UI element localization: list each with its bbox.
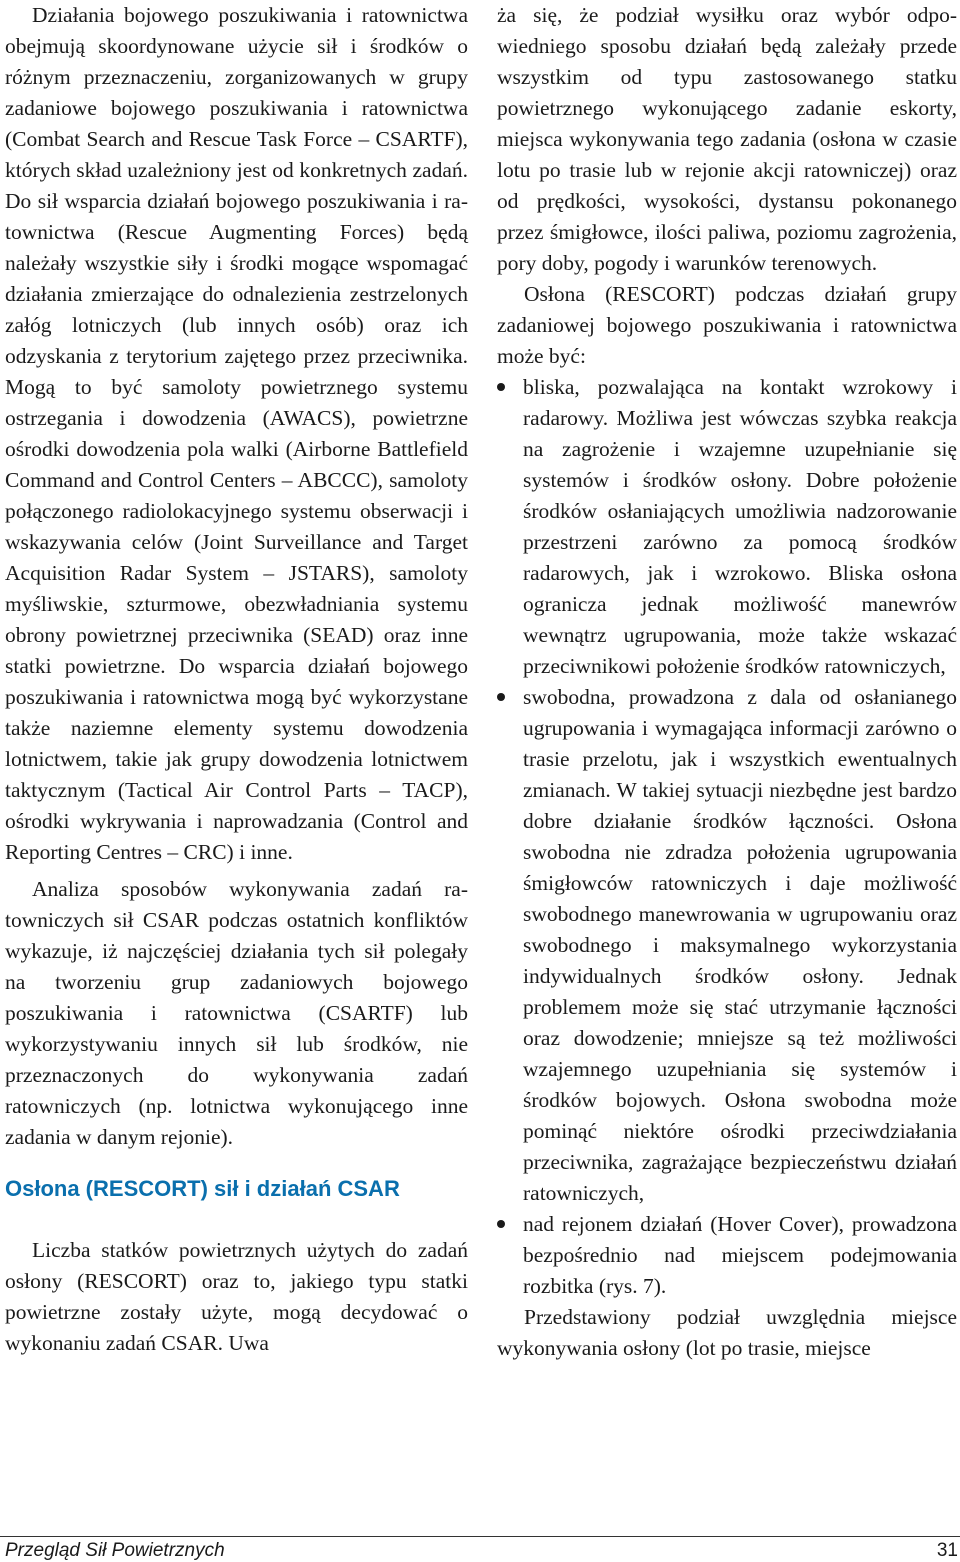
page-footer: [0, 1536, 960, 1562]
bullet-icon: [497, 1220, 505, 1228]
bullet-icon: [497, 693, 505, 701]
list-item: [497, 1209, 957, 1302]
paragraph-continuation: ża się, że podział wysiłku oraz wybór odpowiedniego sposobu działań będą zależały przede wszystkim od typu zastosowanego statku powietrznego wykonującego zadanie eskorty, miejsca wykonywania tego zadania (osłona w czasie lotu po trasie lub w rejonie akcji ratowniczej) oraz od prędkości, wysokości, dystansu pokonanego przez śmigłowce, ilości paliwa, poziomu zagrożenia, pory doby, pogody i warunków terenowych.: [497, 3, 957, 275]
list-item-text: nad rejonem działań (Hover Cover), prowadzona bezpośrednio nad miejscem podejmowania rozbitka (rys. 7).: [523, 1212, 957, 1298]
list-item-text: swobodna, prowadzona z dala od osłanianego ugrupowania i wymagająca informacji zarówno o trasie przelotu, jak i wszystkich ewentualnych zmianach. W takiej sytuacji niezbędne jest bardzo dobre działanie środków łączności. Osłona swobodna nie zdradza położenia ugrupowania śmigłowców ratowniczych i daje możliwość swobodnego manewrowania w ugrupowaniu oraz swobodnego i maksymalnego wykorzystania indywidualnych środków osłony. Jednak problemem może się stać utrzymanie łączności oraz dowodzenie; mniejsze są też możliwości wzajemnego uzupełniania się systemów i środków bojowych. Osłona swobodna może pominąć niektóre ośrodki przeciwdziałania przeciwnika, zagrażające bezpieczeństwu działań ratowniczych,: [523, 685, 957, 1205]
bullet-icon: [497, 383, 505, 391]
paragraph: Liczba statków powietrznych użytych do zadań osłony (RESCORT) oraz to, jakiego typu statki powietrzne zostały użyte, mogą decydować o wykonaniu zadań CSAR. Uwa: [5, 1238, 468, 1355]
page-number: 31: [936, 1540, 958, 1561]
paragraph: Osłona (RESCORT) podczas działań grupy zadaniowej bojowego poszukiwania i ratownictwa może być:: [497, 282, 957, 368]
list-item: [497, 682, 957, 1209]
footer-divider: [0, 1536, 960, 1537]
paragraph: Przedstawiony podział uwzględnia miejsce wykonywania osłony (lot po trasie, miejsce: [497, 1305, 957, 1360]
paragraph: Analiza sposobów wykonywania zadań ratowniczych sił CSAR podczas ostatnich konfliktów wykazuje, iż najczęściej działania tych sił polegały na tworzeniu grup zadaniowych bojowego poszukiwania i ratownictwa (CSARTF) lub wykorzystywaniu innych sił lub środków, nie przeznaczonych do wykonywania zadań ratowniczych (np. lotnictwa wykonującego inne zadania w danym rejonie).: [5, 877, 468, 1149]
bullet-list: [497, 372, 957, 1302]
right-column: [497, 0, 957, 1364]
publication-title: Przegląd Sił Powietrznych: [5, 1540, 225, 1561]
section-heading: Osłona (RESCORT) sił i działań CSAR: [5, 1176, 400, 1201]
list-item-text: bliska, pozwalająca na kontakt wzrokowy i radarowy. Możliwa jest wówczas szybka reakcja na zagrożenie i wzajemne uzupełnianie się systemów i środków osłony. Dobre położenie środków osłaniających umożliwia nadzorowanie przestrzeni zarówno za pomocą środków radarowych, jak i wzrokowo. Bliska osłona ogranicza jednak możliwość manewrów wewnątrz ugrupowania, może także wskazać przeciwnikowi położenie środków ratowniczych,: [523, 375, 957, 678]
paragraph: Działania bojowego poszukiwania i ratownictwa obejmują skoordynowane użycie sił i środków o różnym przeznaczeniu, zorganizowanych w grupy zadaniowe bojowego poszukiwania i ratownictwa (Combat Search and Rescue Task Force – CSARTF), których skład uzależniony jest od konkretnych zadań. Do sił wsparcia działań bojowego poszukiwania i ratownictwa (Rescue Augmenting Forces) będą należały wszystkie siły i środki mogące wspomagać działania zmierzające do odnalezienia zestrzelonych załóg lotniczych (lub innych osób) oraz ich odzyskania z terytorium zajętego przez przeciwnika. Mogą to być samoloty powietrznego systemu ostrzegania i dowodzenia (AWACS), powietrzne ośrodki dowodzenia pola walki (Airborne Battlefield Command and Control Centers – ABCCC), samoloty połączonego radiolokacyjnego systemu obserwacji i wskazywania celów (Joint Surveillance and Target Acquisition Radar System – JSTARS), samoloty myśliwskie, szturmowe, obezwładniania systemu obrony powietrznej przeciwnika (SEAD) oraz inne statki powietrzne. Do wsparcia działań bojowego poszukiwania i ratownictwa mogą być wykorzystane także naziemne elementy systemu dowodzenia lotnictwem, takie jak grupy dowodzenia lotnictwem taktycznym (Tactical Air Control Parts – TACP), ośrodki wykrywania i naprowadzania (Control and Reporting Centres – CRC) i inne.: [5, 3, 468, 864]
left-column: [5, 0, 468, 1359]
list-item: [497, 372, 957, 682]
